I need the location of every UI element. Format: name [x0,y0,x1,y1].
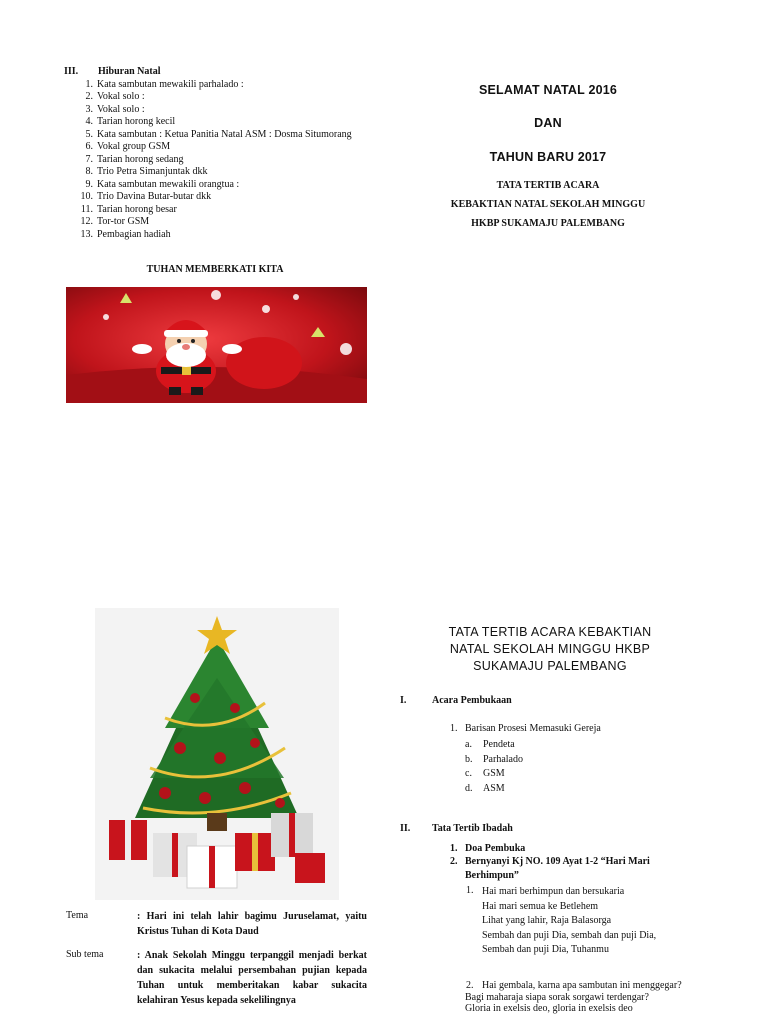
santa-boot-left [169,387,181,395]
hiburan-item-text: Kata sambutan : Ketua Panitia Natal ASM : Dosma Situmorang [97,128,352,140]
hiburan-item-number: 12. [80,216,93,227]
sublist-item [465,767,523,782]
verse-line: Hai gembala, karna apa sambutan ini menggegar? [482,980,682,991]
sublist-letter: d. [465,782,473,794]
section2-item2-line1: Bernyanyi Kj NO. 109 Ayat 1-2 “Hari Mari [465,856,650,867]
hiburan-item-text: Tarian horong kecil [97,116,176,127]
order-title-line1: TATA TERTIB ACARA KEBAKTIAN [448,625,652,639]
hiburan-item [64,229,364,242]
section1-item: Barisan Prosesi Memasuki Gereja [465,723,601,734]
hiburan-item-text: Tarian horong sedang [97,153,184,165]
section1-sublist [465,738,523,796]
subtema-text: : Anak Sekolah Minggu terpanggil menjadi berkat dan sukacita melalui persembahan pujian kepada Tuhan untuk memberitakan kabar sukacita kelahiran Yesus kepada sekelilingnya [137,950,367,1006]
hiburan-item [64,91,364,104]
verse2-num: 2. [466,980,474,991]
hiburan-item [64,216,364,229]
hiburan-item [64,191,364,204]
santa-boot-right [191,387,203,395]
santa-banner-image [66,287,367,403]
hiburan-heading-text: Hiburan Natal [98,66,161,77]
hiburan-list [64,79,364,242]
section2-roman: II. [400,823,411,834]
verse-line: Bagi maharaja siapa sorak sorgawi terdengar? [465,991,649,1003]
hiburan-item-number: 7. [85,153,93,165]
tema-text: : Hari ini telah lahir bagimu Juruselamat, yaitu Kristus Tuhan di Kota Daud [137,911,367,937]
order-title [400,624,700,675]
cover-subtitle-2: KEBAKTIAN NATAL SEKOLAH MINGGU [450,199,646,210]
section2-item2-num: 2. [450,856,458,867]
subtema-label: Sub tema [66,949,104,960]
christmas-tree-image [95,608,339,900]
hiburan-item-number: 13. [80,228,93,240]
snowflake-4 [340,343,352,355]
section2-item1-num: 1. [450,843,458,854]
hiburan-item-text: Tor-tor GSM [97,216,150,227]
verse1-lines [482,885,656,958]
cover-subtitle-3: HKBP SUKAMAJU PALEMBANG [471,218,625,229]
sublist-text: Parhalado [483,753,523,765]
sublist-letter: a. [465,739,472,750]
cover-title-line3: TAHUN BARU 2017 [489,150,607,164]
santa-eye-right [191,339,195,343]
santa-buckle [182,366,191,375]
hiburan-item-text: Trio Davina Butar-butar dkk [97,191,212,202]
hiburan-item [64,129,364,142]
sublist-letter: b. [465,753,473,765]
cover-subtitle-1: TATA TERTIB ACARA [496,180,600,191]
hiburan-section [64,66,364,241]
hiburan-item [64,141,364,154]
hiburan-item-number: 2. [85,91,93,102]
hiburan-item-text: Trio Petra Simanjuntak dkk [97,166,208,177]
section1-item-num: 1. [450,723,458,734]
hiburan-item-text: Kata sambutan mewakili parhalado : [97,78,244,90]
section2-item2-line2: Berhimpun” [465,870,519,881]
santa-glove-right [222,344,242,354]
sublist-item [465,738,523,753]
hiburan-item-number: 8. [85,166,93,177]
hiburan-item-number: 5. [85,128,93,140]
hiburan-item [64,154,364,167]
tree-trunk [207,813,227,831]
hiburan-item-number: 10. [80,191,93,202]
verse2-lines [465,980,682,1015]
hiburan-item-text: Pembagian hadiah [97,228,171,240]
hiburan-item [64,79,364,92]
snowflake-3 [293,294,299,300]
hiburan-item-number: 11. [80,203,93,215]
hiburan-item [64,116,364,129]
section2-item1: Doa Pembuka [465,843,526,854]
cover-title-line1: SELAMAT NATAL 2016 [478,83,618,97]
hiburan-item-number: 6. [85,141,93,152]
hiburan-item-text: Tarian horong besar [97,203,177,215]
hiburan-heading [64,66,364,79]
order-title-line2: NATAL SEKOLAH MINGGU HKBP [449,642,651,656]
section1-heading: Acara Pembukaan [432,695,512,706]
sublist-letter: c. [465,768,472,779]
snowflake-1 [211,290,221,300]
hiburan-roman: III. [64,66,79,77]
hiburan-item-number: 4. [85,116,93,127]
verse-line: Sembah dan puji Dia, Tuhanmu [482,944,609,955]
sublist-text: ASM [483,782,505,794]
verse-line: Hai mari berhimpun dan bersukaria [482,886,625,897]
hiburan-item-number: 3. [85,103,93,115]
sublist-text: GSM [483,768,505,779]
hiburan-item-text: Kata sambutan mewakili orangtua : [97,178,240,190]
section2-heading: Tata Tertib Ibadah [432,823,513,834]
hiburan-item-text: Vokal group GSM [97,141,171,152]
snowflake-5 [103,314,109,320]
hiburan-item-text: Vokal solo : [97,103,145,115]
sublist-item [465,753,523,768]
hiburan-item [64,204,364,217]
section1-roman: I. [400,695,407,706]
hiburan-item [64,104,364,117]
sublist-text: Pendeta [483,739,515,750]
snowflake-2 [262,305,270,313]
hiburan-item-text: Vokal solo : [97,91,145,102]
verse1-num: 1. [466,885,474,896]
verse-line: Sembah dan puji Dia, sembah dan puji Dia, [482,929,657,941]
verse-line: Gloria in exelsis deo, gloria in exelsis deo [465,1003,633,1014]
santa-eye-left [177,339,181,343]
cover-title-line2: DAN [534,116,562,130]
santa-glove-left [132,344,152,354]
verse-line: Hai mari semua ke Betlehem [482,900,599,912]
order-title-line3: SUKAMAJU PALEMBANG [473,659,627,673]
tema-label: Tema [66,910,89,921]
hiburan-item [64,166,364,179]
sublist-item [465,782,523,797]
santa-hat-trim [164,330,208,337]
hiburan-item-number: 1. [85,78,93,90]
blessing-text: TUHAN MEMBERKATI KITA [146,264,284,275]
hiburan-item-number: 9. [85,178,93,190]
verse-line: Lihat yang lahir, Raja Balasorga [482,915,612,926]
santa-nose [182,344,190,350]
hiburan-item [64,179,364,192]
